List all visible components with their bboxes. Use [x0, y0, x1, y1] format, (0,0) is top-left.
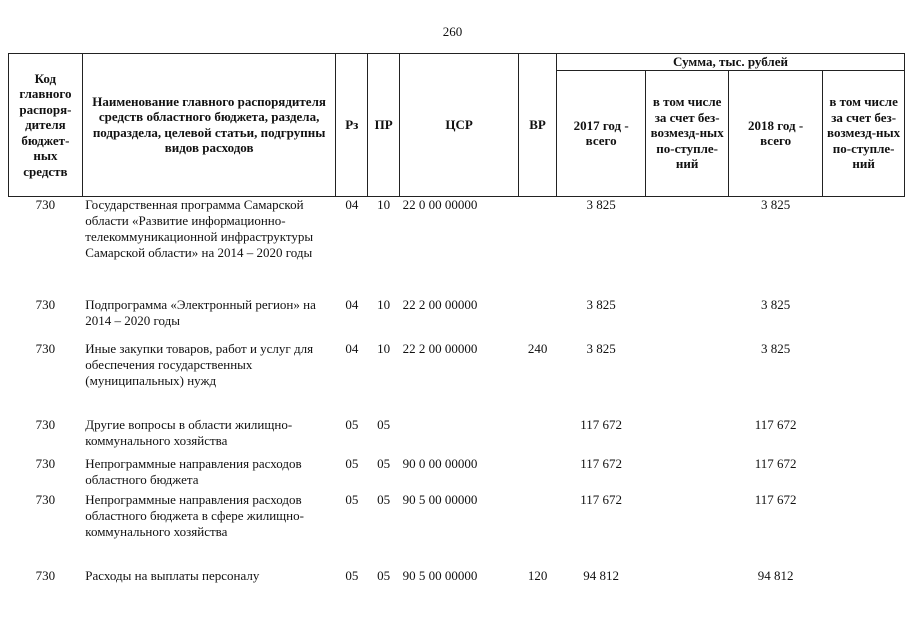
- cell-vr: [519, 492, 557, 568]
- cell-rz: 05: [345, 417, 359, 432]
- cell-2018-total: 117 672: [754, 456, 797, 471]
- cell-csr: 90 0 00 00000: [402, 456, 478, 471]
- cell-rz: 05: [345, 456, 359, 471]
- cell-2017-total: 117 672: [580, 456, 623, 471]
- cell-vr: [519, 456, 557, 492]
- cell-rz: 04: [345, 297, 359, 312]
- cell-2017-gratuitous: [646, 297, 729, 341]
- cell-2017-total: 117 672: [580, 417, 623, 432]
- cell-name: Расходы на выплаты персоналу: [85, 568, 260, 583]
- cell-name: Другие вопросы в области жилищно-коммунального хозяйства: [85, 417, 293, 448]
- header-2018-total: 2018 год - всего: [728, 70, 822, 196]
- cell-name: Иные закупки товаров, работ и услуг для обеспечения государственных (муниципальных) нужд: [85, 341, 314, 388]
- cell-code: 730: [35, 341, 56, 356]
- header-name: Наименование главного распорядителя средств областного бюджета, раздела, подраздела, целевой статьи, подгрупны видов расходов: [82, 54, 336, 197]
- cell-2018-gratuitous: [823, 492, 905, 568]
- cell-2017-gratuitous: [646, 341, 729, 417]
- cell-2017-gratuitous: [646, 196, 729, 297]
- cell-code: 730: [35, 568, 56, 583]
- cell-code: 730: [35, 456, 56, 471]
- cell-rz: 04: [345, 196, 359, 212]
- cell-pr: 05: [377, 417, 391, 432]
- cell-2017-total: 3 825: [586, 297, 616, 312]
- page-number: 260: [442, 24, 463, 39]
- cell-2018-gratuitous: [823, 196, 905, 297]
- table-row: [9, 568, 905, 588]
- budget-table: [8, 53, 905, 588]
- cell-2018-total: 94 812: [757, 568, 794, 583]
- cell-csr: 22 2 00 00000: [402, 341, 478, 356]
- cell-vr: 120: [527, 568, 548, 583]
- table-row: [9, 492, 905, 568]
- cell-2018-total: 3 825: [760, 341, 791, 356]
- cell-2017-total: 117 672: [580, 492, 623, 507]
- cell-csr: 90 5 00 00000: [402, 568, 478, 583]
- header-sum: Сумма, тыс. рублей: [556, 54, 904, 71]
- cell-2017-gratuitous: [646, 568, 729, 588]
- cell-2018-gratuitous: [823, 568, 905, 588]
- cell-pr: 05: [377, 492, 391, 507]
- header-2017-total: 2017 год - всего: [556, 70, 645, 196]
- cell-2017-gratuitous: [646, 492, 729, 568]
- cell-2017-gratuitous: [646, 456, 729, 492]
- cell-code: 730: [35, 196, 56, 212]
- cell-csr: 22 2 00 00000: [402, 297, 478, 312]
- cell-code: 730: [35, 417, 56, 432]
- header-2018-gratuitous: в том числе за счет без-возмезд-ных по-ступле-ний: [823, 70, 905, 196]
- cell-2017-total: 94 812: [583, 568, 620, 583]
- header-rz: Рз: [336, 54, 368, 197]
- cell-vr: [519, 297, 557, 341]
- cell-pr: 10: [377, 341, 391, 356]
- cell-rz: 04: [345, 341, 359, 356]
- cell-pr: 10: [377, 297, 391, 312]
- header-pr: ПР: [368, 54, 400, 197]
- cell-name: Непрограммные направления расходов областного бюджета: [85, 456, 302, 487]
- table-row: [9, 196, 905, 297]
- cell-2017-total: 3 825: [586, 196, 616, 212]
- cell-pr: 10: [377, 196, 391, 212]
- cell-2018-total: 3 825: [760, 196, 791, 212]
- cell-2018-total: 117 672: [754, 492, 797, 507]
- cell-vr: 240: [527, 341, 548, 356]
- table-row: [9, 297, 905, 341]
- cell-vr: [519, 196, 557, 297]
- cell-rz: 05: [345, 492, 359, 507]
- header-vr: ВР: [519, 54, 557, 197]
- cell-rz: 05: [345, 568, 359, 583]
- cell-vr: [519, 417, 557, 456]
- cell-pr: 05: [377, 456, 391, 471]
- header-2017-gratuitous: в том числе за счет без-возмезд-ных по-ступле-ний: [646, 70, 729, 196]
- table-row: [9, 341, 905, 417]
- table-row: [9, 456, 905, 492]
- cell-csr: 22 0 00 00000: [402, 196, 478, 212]
- cell-2018-total: 3 825: [760, 297, 791, 312]
- cell-code: 730: [35, 492, 56, 507]
- cell-name: Непрограммные направления расходов областного бюджета в сфере жилищно-коммунального хозяйства: [85, 492, 304, 539]
- cell-2017-total: 3 825: [586, 341, 616, 356]
- cell-2017-gratuitous: [646, 417, 729, 456]
- cell-2018-total: 117 672: [754, 417, 797, 432]
- cell-csr: [400, 417, 519, 456]
- cell-csr: 90 5 00 00000: [402, 492, 478, 507]
- cell-name: Подпрограмма «Электронный регион» на 2014 – 2020 годы: [85, 297, 316, 328]
- cell-2018-gratuitous: [823, 456, 905, 492]
- cell-pr: 05: [377, 568, 391, 583]
- table-row: [9, 417, 905, 456]
- header-code: Код главного распоря-дителя бюджет-ных средств: [9, 54, 83, 197]
- cell-2018-gratuitous: [823, 417, 905, 456]
- cell-name: Государственная программа Самарской области «Развитие информационно-телекоммуникационной инфраструктуры Самарской области» на 2014 – 2020 годы: [85, 196, 314, 260]
- cell-2018-gratuitous: [823, 297, 905, 341]
- cell-code: 730: [35, 297, 56, 312]
- header-csr: ЦСР: [400, 54, 519, 197]
- cell-2018-gratuitous: [823, 341, 905, 417]
